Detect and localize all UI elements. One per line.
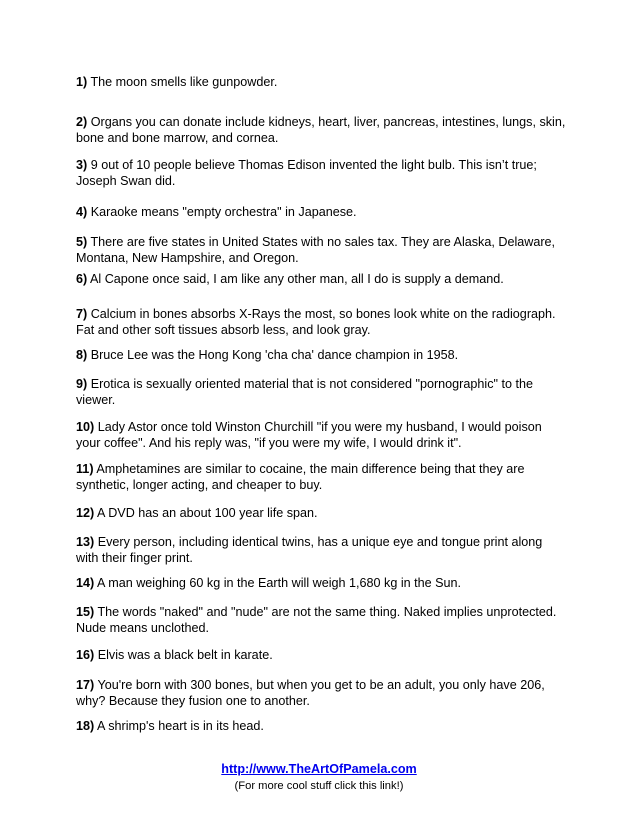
fact-text: A DVD has an about 100 year life span. bbox=[94, 506, 318, 520]
fact-number: 14) bbox=[76, 576, 95, 590]
fact-item bbox=[76, 505, 566, 521]
fact-number: 16) bbox=[76, 648, 95, 662]
fact-number: 6) bbox=[76, 272, 88, 286]
fact-item bbox=[76, 234, 566, 266]
fact-text: Karaoke means "empty orchestra" in Japanese. bbox=[87, 205, 357, 219]
fact-text: Organs you can donate include kidneys, heart, liver, pancreas, intestines, lungs, skin, bone and bone marrow, and cornea. bbox=[76, 115, 566, 145]
fact-text: 9 out of 10 people believe Thomas Edison invented the light bulb. This isn’t true; Joseph Swan did. bbox=[76, 158, 537, 188]
fact-item bbox=[76, 204, 566, 220]
fact-item bbox=[76, 347, 566, 363]
fact-text: Bruce Lee was the Hong Kong 'cha cha' dance champion in 1958. bbox=[87, 348, 459, 362]
fact-item bbox=[76, 306, 566, 338]
fact-number: 5) bbox=[76, 235, 88, 249]
fact-text: Amphetamines are similar to cocaine, the main difference being that they are synthetic, longer acting, and cheaper to buy. bbox=[76, 462, 525, 492]
fact-item bbox=[76, 419, 566, 451]
fact-number: 13) bbox=[76, 535, 95, 549]
fact-number: 11) bbox=[76, 462, 94, 476]
fact-number: 4) bbox=[76, 205, 88, 219]
fact-text: The moon smells like gunpowder. bbox=[87, 75, 278, 89]
fact-number: 18) bbox=[76, 719, 95, 733]
fact-text: Calcium in bones absorbs X-Rays the most, so bones look white on the radiograph. Fat and other soft tissues absorb less, and look gray. bbox=[76, 307, 556, 337]
fact-item bbox=[76, 647, 566, 663]
fact-text: Al Capone once said, I am like any other man, all I do is supply a demand. bbox=[87, 272, 504, 286]
fact-text: Erotica is sexually oriented material that is not considered "pornographic" to the viewer. bbox=[76, 377, 533, 407]
fact-item bbox=[76, 575, 566, 591]
fact-number: 17) bbox=[76, 678, 95, 692]
fact-item bbox=[76, 718, 566, 734]
fact-item bbox=[76, 376, 566, 408]
fact-number: 1) bbox=[76, 75, 88, 89]
fact-item bbox=[76, 461, 566, 493]
fact-item bbox=[76, 114, 566, 146]
fact-number: 10) bbox=[76, 420, 95, 434]
fact-item bbox=[76, 157, 566, 189]
fact-text: You're born with 300 bones, but when you get to be an adult, you only have 206, why? Because they fusion one to another. bbox=[76, 678, 545, 708]
fact-item bbox=[76, 534, 566, 566]
fact-number: 15) bbox=[76, 605, 95, 619]
fact-number: 3) bbox=[76, 158, 88, 172]
fact-text: Lady Astor once told Winston Churchill "if you were my husband, I would poison your coffee". And his reply was, "if you were my wife, I would drink it". bbox=[76, 420, 542, 450]
fact-number: 12) bbox=[76, 506, 95, 520]
website-link[interactable]: http://www.TheArtOfPamela.com bbox=[221, 762, 417, 776]
fact-number: 9) bbox=[76, 377, 88, 391]
fact-number: 8) bbox=[76, 348, 88, 362]
fact-text: Elvis was a black belt in karate. bbox=[94, 648, 273, 662]
fact-item bbox=[76, 271, 566, 287]
fact-number: 2) bbox=[76, 115, 88, 129]
fact-text: A man weighing 60 kg in the Earth will weigh 1,680 kg in the Sun. bbox=[94, 576, 462, 590]
footer-note: (For more cool stuff click this link!) bbox=[234, 780, 404, 792]
fact-item bbox=[76, 677, 566, 709]
fact-item bbox=[76, 604, 566, 636]
footer bbox=[0, 761, 638, 794]
fact-text: A shrimp's heart is in its head. bbox=[94, 719, 264, 733]
fact-item bbox=[76, 74, 566, 90]
fact-number: 7) bbox=[76, 307, 88, 321]
fact-text: The words "naked" and "nude" are not the same thing. Naked implies unprotected. Nude means unclothed. bbox=[76, 605, 557, 635]
fact-text: Every person, including identical twins, has a unique eye and tongue print along with their finger print. bbox=[76, 535, 543, 565]
fact-text: There are five states in United States with no sales tax. They are Alaska, Delaware, Montana, New Hampshire, and Oregon. bbox=[76, 235, 556, 265]
